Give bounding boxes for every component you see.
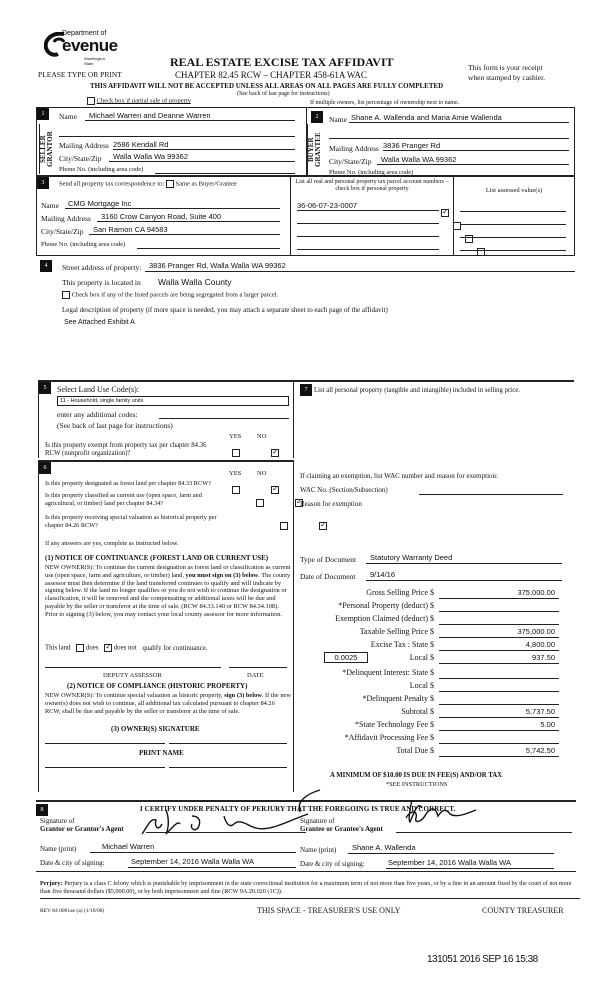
doc-type-label: Type of Document bbox=[300, 555, 357, 564]
seller-mailing-field[interactable]: 2586 Kendall Rd bbox=[113, 140, 295, 150]
parcels-box bbox=[291, 176, 454, 256]
same-as-buyer-label: Same as Buyer/Grantee bbox=[175, 180, 237, 188]
county-treasurer: COUNTY TREASURER bbox=[482, 906, 564, 915]
owner-signature-label: (3) OWNER(S) SIGNATURE bbox=[111, 725, 200, 733]
does-label: does bbox=[85, 644, 99, 652]
subtotal[interactable]: 5,737.50 bbox=[439, 707, 559, 718]
amount-gross: Gross Selling Price $ 375,000.00 bbox=[294, 588, 584, 600]
perjury-text: Perjury is a class C felony which is punishable by imprisonment in the state correctional institution for a maximum term of not more than five years, or by a fine in an amount fixed by the court of not more than five thousand dollars ($5,000.00), or by both imprisonment and fine (RCW 9A.20.020 (1C)). bbox=[40, 880, 572, 896]
amount-delinq-local: Local $ bbox=[294, 681, 584, 693]
section-correspondence bbox=[36, 176, 291, 256]
grantor-name-label: Name (print) bbox=[40, 845, 77, 853]
land-use-yes-label: YES bbox=[229, 433, 242, 440]
located-label: This property is located in bbox=[62, 278, 141, 287]
owner-sig-line-2[interactable] bbox=[169, 742, 287, 744]
certify-statement: I CERTIFY UNDER PENALTY OF PERJURY THAT THE FOREGOING IS TRUE AND CORRECT. bbox=[140, 805, 456, 813]
same-as-buyer-checkbox[interactable] bbox=[166, 180, 174, 188]
grantor-signature[interactable] bbox=[140, 806, 310, 838]
does-not-label: does not bbox=[113, 644, 137, 652]
owner-sig-line-1[interactable] bbox=[45, 742, 165, 744]
grantee-date-label: Date & city of signing: bbox=[300, 860, 365, 868]
receipt-note-1: This form is your receipt bbox=[468, 63, 543, 72]
assessor-date-line[interactable] bbox=[229, 666, 287, 668]
assessed-header: List assessed value(s) bbox=[485, 187, 543, 194]
section-seller bbox=[36, 107, 306, 176]
amount-exemption: Exemption Claimed (deduct) $ bbox=[294, 614, 584, 626]
assessed-1-field[interactable] bbox=[460, 204, 566, 212]
continuance-row bbox=[45, 644, 207, 652]
notice1-text-a: NEW OWNER(S): To continue the current designation as forest land or classification as current use (open space, farm and agriculture, or timber) land, bbox=[45, 564, 291, 579]
affidavit-processing-fee[interactable] bbox=[439, 733, 559, 744]
assessed-4-field[interactable] bbox=[460, 243, 566, 251]
grantor-sig-label-1: Signature of bbox=[40, 817, 75, 825]
dor-logo bbox=[40, 26, 118, 68]
amount-delinq-state: *Delinquent Interest: State $ bbox=[294, 668, 584, 680]
please-type: PLEASE TYPE OR PRINT bbox=[38, 70, 122, 79]
assessed-3-field[interactable] bbox=[460, 230, 566, 238]
seller-name-field-2[interactable] bbox=[59, 129, 295, 137]
gross-selling-price[interactable]: 375,000.00 bbox=[439, 588, 559, 599]
state-technology-fee[interactable]: 5.00 bbox=[439, 720, 559, 731]
land-use-no-label: NO bbox=[257, 433, 267, 440]
form-chapter: CHAPTER 82.45 RCW – CHAPTER 458-61A WAC bbox=[175, 70, 367, 80]
amount-personal: *Personal Property (deduct) $ bbox=[294, 601, 584, 613]
section-land-use bbox=[38, 380, 294, 458]
amount-local-tax: 0.0025 Local $ 937.50 bbox=[294, 653, 584, 665]
delinquent-interest-state[interactable] bbox=[439, 668, 559, 679]
personal-property-label: List all personal property (tangible and intangible) included in selling price. bbox=[314, 387, 520, 394]
minimum-note: A MINIMUM OF $10.00 IS DUE IN FEE(S) AND/OR TAX bbox=[330, 772, 503, 779]
q-current-use: Is this property classified as current use (open space, farm and agricultural, or timber) land per chapter 84.34? bbox=[45, 492, 202, 507]
doc-date-field[interactable]: 9/14/16 bbox=[366, 570, 562, 581]
grantee-date-field[interactable]: September 14, 2016 Walla Walla WA bbox=[386, 858, 554, 869]
s6-yes-label: YES bbox=[229, 470, 242, 477]
corr-phone-field[interactable] bbox=[137, 240, 280, 249]
buyer-mailing-field[interactable]: 3836 Pranger Rd bbox=[383, 141, 569, 151]
legal-value[interactable]: See Attached Exhibit A bbox=[64, 319, 135, 326]
located-value: Walla Walla County bbox=[158, 277, 232, 287]
segregated-row bbox=[62, 291, 278, 299]
section-6 bbox=[38, 460, 294, 792]
excise-tax-local[interactable]: 937.50 bbox=[439, 653, 559, 664]
qualify-label: qualify for continuance. bbox=[142, 644, 208, 652]
exempt-question: Is this property exempt from property tax per chapter 84.36 RCW (nonprofit organization)? bbox=[45, 442, 207, 458]
amount-processing-fee: *Affidavit Processing Fee $ bbox=[294, 733, 584, 745]
land-use-see-back: (See back of last page for instructions) bbox=[57, 421, 173, 430]
corr-name-field[interactable]: CMG Mortgage Inc bbox=[65, 199, 280, 209]
notice1-text-b: . The county assessor must then determine if the land transferred continues to qualify and will indicate by signing below. If the land no longer qualifies or you do not wish to continue the designation or classification, it will be removed and the compensating or additional taxes will be due and payable by the seller or transferor at the time of sale. (RCW 84.33.140 or RCW 84.34.108). Prior to signing (3) below, you may contact your local county assessor for more information. bbox=[45, 571, 291, 618]
section-4-number: 4 bbox=[40, 260, 52, 272]
grantor-date-field[interactable]: September 14, 2016 Walla Walla WA bbox=[128, 857, 296, 868]
see-instructions: *SEE INSTRUCTIONS bbox=[386, 781, 448, 788]
seller-phone-label: Phone No. (including area code) bbox=[59, 166, 144, 173]
buyer-city-label: City/State/Zip bbox=[329, 157, 372, 166]
buyer-side-label: BUYER GRANTEE bbox=[307, 124, 323, 176]
corr-name-label: Name bbox=[41, 201, 59, 210]
deputy-assessor-line[interactable] bbox=[45, 666, 221, 668]
seller-city-field[interactable]: Walla Walla Wa 99362 bbox=[109, 152, 295, 162]
amount-state-tax: Excise Tax : State $ 4,800.00 bbox=[294, 640, 584, 652]
grantor-sig-label bbox=[40, 817, 124, 834]
taxable-selling-price[interactable]: 375,000.00 bbox=[439, 627, 559, 638]
total-due[interactable]: 5,742.50 bbox=[439, 746, 559, 757]
logo-dept: Department of bbox=[62, 30, 107, 37]
parcel-2-field[interactable] bbox=[297, 215, 439, 224]
notice2-title: (2) NOTICE OF COMPLIANCE (HISTORIC PROPERTY) bbox=[67, 682, 248, 690]
amount-tech-fee: *State Technology Fee $ 5.00 bbox=[294, 720, 584, 732]
buyer-name-field-2[interactable] bbox=[329, 131, 569, 139]
exempt-no-checkbox[interactable] bbox=[271, 449, 279, 457]
grantor-sig-line bbox=[146, 832, 306, 833]
exemption-label: If claiming an exemption, list WAC number and reason for exemption: bbox=[300, 472, 498, 480]
land-use-select[interactable]: 11 - Household, single family units bbox=[57, 396, 289, 406]
logo-state: Washington State bbox=[84, 56, 105, 66]
seller-phone-field[interactable] bbox=[155, 165, 295, 174]
grantor-date-label: Date & city of signing: bbox=[40, 859, 105, 867]
wac-field[interactable] bbox=[419, 486, 563, 495]
buyer-phone-label: Phone No. (including area code) bbox=[329, 169, 414, 176]
notice1-text bbox=[45, 564, 291, 619]
receipt-note-2: when stamped by cashier. bbox=[468, 73, 546, 82]
reason-label: Reason for exemption bbox=[300, 500, 362, 508]
local-rate-field[interactable]: 0.0025 bbox=[324, 652, 368, 663]
amount-taxable: Taxable Selling Price $ 375,000.00 bbox=[294, 627, 584, 639]
seller-side-label: SELLER GRANTOR bbox=[39, 124, 51, 174]
form-title: REAL ESTATE EXCISE TAX AFFIDAVIT bbox=[170, 55, 394, 69]
q-historic-yes-checkbox[interactable] bbox=[280, 522, 288, 530]
personal-property-deduct[interactable] bbox=[439, 601, 559, 612]
seller-name-label: Name bbox=[59, 112, 77, 121]
grantee-name-field[interactable]: Shane A. Wallenda bbox=[348, 843, 554, 854]
multiple-owners-note: If multiple owners, list percentage of ownership next to name. bbox=[310, 100, 460, 106]
partial-sale-checkbox[interactable] bbox=[87, 97, 95, 105]
grantor-sig-label-2: Grantor or Grantor's Agent bbox=[40, 825, 124, 834]
correspondence-label: Send all property tax correspondence to: bbox=[59, 180, 165, 188]
logo-revenue: evenue bbox=[62, 36, 118, 55]
perjury-note bbox=[40, 880, 580, 899]
parcels-header: List all real and personal property tax parcel account numbers – check box if personal property bbox=[295, 179, 449, 193]
wac-label: WAC No. (Section/Subsection) bbox=[300, 486, 388, 494]
excise-tax-state[interactable]: 4,800.00 bbox=[439, 640, 559, 651]
section-2-number: 2 bbox=[311, 111, 323, 123]
delinquent-penalty[interactable] bbox=[439, 694, 559, 705]
land-use-label: Select Land Use Code(s): bbox=[57, 385, 139, 394]
see-back: (See back of last page for instructions) bbox=[237, 91, 330, 97]
section-7 bbox=[294, 380, 574, 792]
street-label: Street address of property: bbox=[62, 263, 142, 272]
does-checkbox[interactable] bbox=[76, 644, 84, 652]
assessor-date-label: DATE bbox=[247, 672, 264, 679]
segregated-checkbox[interactable] bbox=[62, 291, 70, 299]
receipt-stamp: 131051 2016 SEP 16 15:38 bbox=[427, 954, 538, 965]
form-warning: THIS AFFIDAVIT WILL NOT BE ACCEPTED UNLESS ALL AREAS ON ALL PAGES ARE FULLY COMPLETED bbox=[90, 82, 444, 90]
form-number: REV 84 0001ae (a) (1/10/08) bbox=[40, 908, 105, 914]
doc-type-field[interactable]: Statutory Warranty Deed bbox=[366, 553, 562, 564]
exemption-claimed[interactable] bbox=[439, 614, 559, 625]
amount-total: Total Due $ 5,742.50 bbox=[294, 746, 584, 758]
parcel-4-field[interactable] bbox=[297, 241, 439, 250]
buyer-city-field[interactable]: Walla Walla WA 99362 bbox=[377, 155, 569, 165]
corr-mailing-label: Mailing Address bbox=[41, 214, 91, 223]
parcel-1-checkbox[interactable] bbox=[441, 209, 449, 217]
does-not-checkbox[interactable] bbox=[104, 644, 112, 652]
q-forest-no-checkbox[interactable] bbox=[271, 486, 279, 494]
notice2-text-a: NEW OWNER(S): To continue special valuation as historic property, bbox=[45, 692, 225, 699]
q-forest: Is this property designated as forest land per chapter 84.33 RCW? bbox=[45, 480, 211, 487]
partial-sale bbox=[87, 97, 191, 105]
grantee-sig-label-1: Signature of bbox=[300, 817, 335, 825]
notice1-bold: you must sign on (3) below bbox=[185, 571, 259, 579]
grantee-signature[interactable] bbox=[286, 788, 496, 828]
q-forest-yes-checkbox[interactable] bbox=[232, 486, 240, 494]
assessed-2-field[interactable] bbox=[460, 217, 566, 225]
section-6-number: 6 bbox=[39, 462, 51, 474]
notice2-text bbox=[45, 692, 291, 715]
doc-date-label: Date of Document bbox=[300, 572, 356, 581]
q-current-use-yes-checkbox[interactable] bbox=[256, 499, 264, 507]
notice1-title: (1) NOTICE OF CONTINUANCE (FOREST LAND OR CURRENT USE) bbox=[45, 554, 269, 562]
notice2-text-b: . If the new owner(s) does not wish to continue, all additional tax calculated pursuant to chapter 84.26 RCW, shall be due and payable by the seller or transferor at the time of sale. bbox=[45, 692, 291, 715]
corr-phone-label: Phone No. (including area code) bbox=[41, 241, 126, 248]
notice2-bold: sign (3) below bbox=[224, 692, 262, 699]
buyer-mailing-label: Mailing Address bbox=[329, 144, 379, 153]
parcel-3-field[interactable] bbox=[297, 228, 439, 237]
delinquent-interest-local[interactable] bbox=[439, 681, 559, 692]
section-5-number: 5 bbox=[39, 382, 51, 394]
additional-codes-label: enter any additional codes: bbox=[57, 410, 138, 419]
section-8 bbox=[36, 800, 576, 872]
grantee-sig-line bbox=[396, 832, 572, 833]
corr-mailing-field[interactable]: 3160 Crow Canyon Road, Suite 400 bbox=[97, 212, 280, 222]
street-field[interactable]: 3836 Pranger Rd, Walla Walla WA 99362 bbox=[145, 261, 575, 272]
grantee-sig-label-2: Grantee or Grantee's Agent bbox=[300, 825, 383, 834]
seller-city-label: City/State/Zip bbox=[59, 154, 102, 163]
correspondence-header bbox=[59, 180, 237, 188]
section-buyer bbox=[306, 107, 575, 176]
parcel-1-field[interactable]: 36-06-07-23-0007 bbox=[297, 201, 439, 211]
grantor-name-field[interactable]: Michael Warren bbox=[90, 842, 296, 853]
amount-subtotal: Subtotal $ 5,737.50 bbox=[294, 707, 584, 719]
if-yes-note: If any answers are yes, complete as instructed below. bbox=[45, 540, 179, 547]
deputy-assessor-label: DEPUTY ASSESSOR bbox=[103, 672, 162, 679]
section-3-number: 3 bbox=[37, 177, 49, 189]
q-historic: Is this property receiving special valuation as historical property per chapter 84.26 RCW? bbox=[45, 514, 217, 529]
treasurer-use: THIS SPACE - TREASURER'S USE ONLY bbox=[257, 906, 401, 915]
print-name-line-2[interactable] bbox=[169, 766, 287, 768]
print-name-label: PRINT NAME bbox=[139, 749, 184, 757]
buyer-name-field[interactable]: Shane A. Wallenda and Maria Amie Wallenda bbox=[349, 113, 569, 123]
partial-sale-label: Check box if partial sale of property bbox=[96, 97, 191, 105]
corr-city-label: City/State/Zip bbox=[41, 227, 84, 236]
buyer-name-label: Name bbox=[329, 115, 347, 124]
assessed-values-box bbox=[454, 176, 575, 256]
additional-codes-field[interactable] bbox=[159, 410, 289, 419]
exempt-yes-checkbox[interactable] bbox=[232, 449, 240, 457]
s6-no-label: NO bbox=[257, 470, 267, 477]
section-7-number: 7 bbox=[300, 384, 312, 396]
corr-city-field[interactable]: San Ramon CA 94583 bbox=[89, 225, 280, 235]
this-land-label: This land bbox=[45, 644, 71, 652]
amounts-table bbox=[294, 588, 574, 758]
section-property bbox=[40, 260, 580, 340]
perjury-bold: Perjury: bbox=[40, 880, 63, 887]
section-1-number: 1 bbox=[37, 108, 49, 120]
segregated-label: Check box if any of the listed parcels are being segregated from a larger parcel. bbox=[71, 291, 279, 299]
amount-delinq-penalty: *Delinquent Penalty $ bbox=[294, 694, 584, 706]
grantee-name-label: Name (print) bbox=[300, 846, 337, 854]
print-name-line-1[interactable] bbox=[45, 766, 165, 768]
legal-label: Legal description of property (if more space is needed, you may attach a separate sheet to each page of the affidavit) bbox=[62, 306, 388, 314]
section-8-number: 8 bbox=[36, 804, 48, 816]
seller-name-field[interactable]: Michael Warren and Deanne Warren bbox=[85, 111, 295, 121]
seller-mailing-label: Mailing Address bbox=[59, 141, 109, 150]
